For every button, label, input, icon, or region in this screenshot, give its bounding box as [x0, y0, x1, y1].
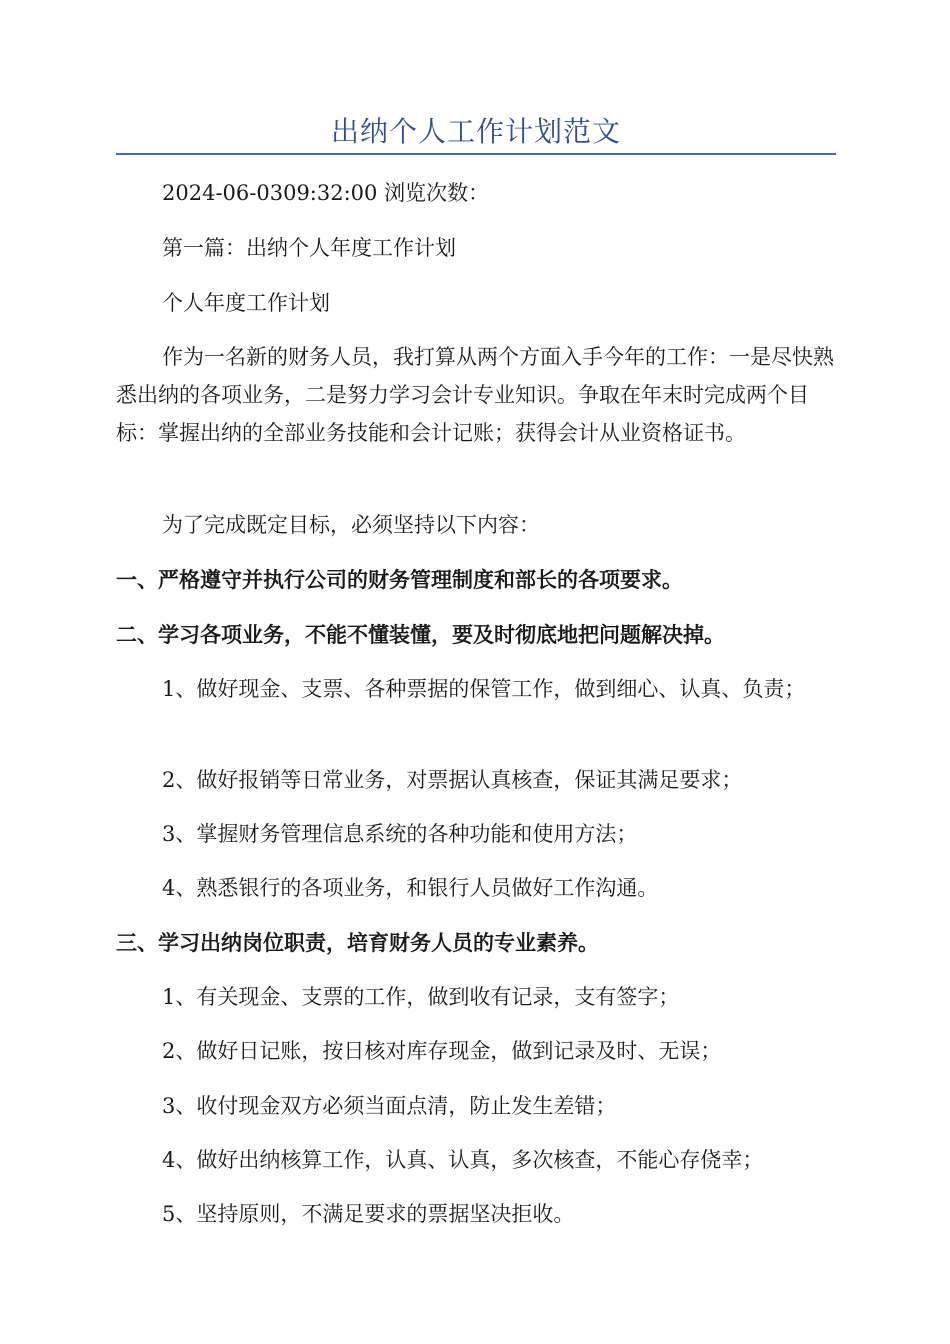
section-heading-1: 一、严格遵守并执行公司的财务管理制度和部长的各项要求。 — [116, 568, 683, 592]
title-underline — [116, 153, 836, 155]
list-item: 1、做好现金、支票、各种票据的保管工作，做到细心、认真、负责； — [162, 677, 806, 701]
list-item: 5、坚持原则，不满足要求的票据坚决拒收。 — [162, 1202, 575, 1226]
goal-lead: 为了完成既定目标，必须坚持以下内容： — [162, 513, 540, 537]
list-item: 3、收付现金双方必须当面点清，防止发生差错； — [162, 1094, 617, 1118]
chapter-heading: 第一篇：出纳个人年度工作计划 — [162, 236, 456, 260]
list-item: 4、熟悉银行的各项业务，和银行人员做好工作沟通。 — [162, 876, 659, 900]
list-item: 2、做好报销等日常业务，对票据认真核查，保证其满足要求； — [162, 768, 743, 792]
intro-paragraph: 作为一名新的财务人员，我打算从两个方面入手今年的工作：一是尽快熟悉出纳的各项业务，二是努力学习会计专业知识。争取在年末时完成两个目标：掌握出纳的全部业务技能和会计记账；获得会计从业资格证书。 — [116, 345, 834, 445]
list-item: 4、做好出纳核算工作，认真、认真，多次核查，不能心存侥幸； — [162, 1148, 764, 1172]
section-heading-3: 三、学习出纳岗位职责，培育财务人员的专业素养。 — [116, 931, 599, 955]
document-title: 出纳个人工作计划范文 — [330, 115, 621, 148]
section-heading-2: 二、学习各项业务，不能不懂装懂，要及时彻底地把问题解决掉。 — [116, 623, 725, 647]
subheading: 个人年度工作计划 — [162, 291, 330, 315]
list-item: 2、做好日记账，按日核对库存现金，做到记录及时、无误； — [162, 1039, 722, 1063]
meta-line: 2024-06-0309:32:00 浏览次数： — [162, 181, 490, 205]
list-item: 3、掌握财务管理信息系统的各种功能和使用方法； — [162, 822, 638, 846]
list-item: 1、有关现金、支票的工作，做到收有记录，支有签字； — [162, 985, 680, 1009]
